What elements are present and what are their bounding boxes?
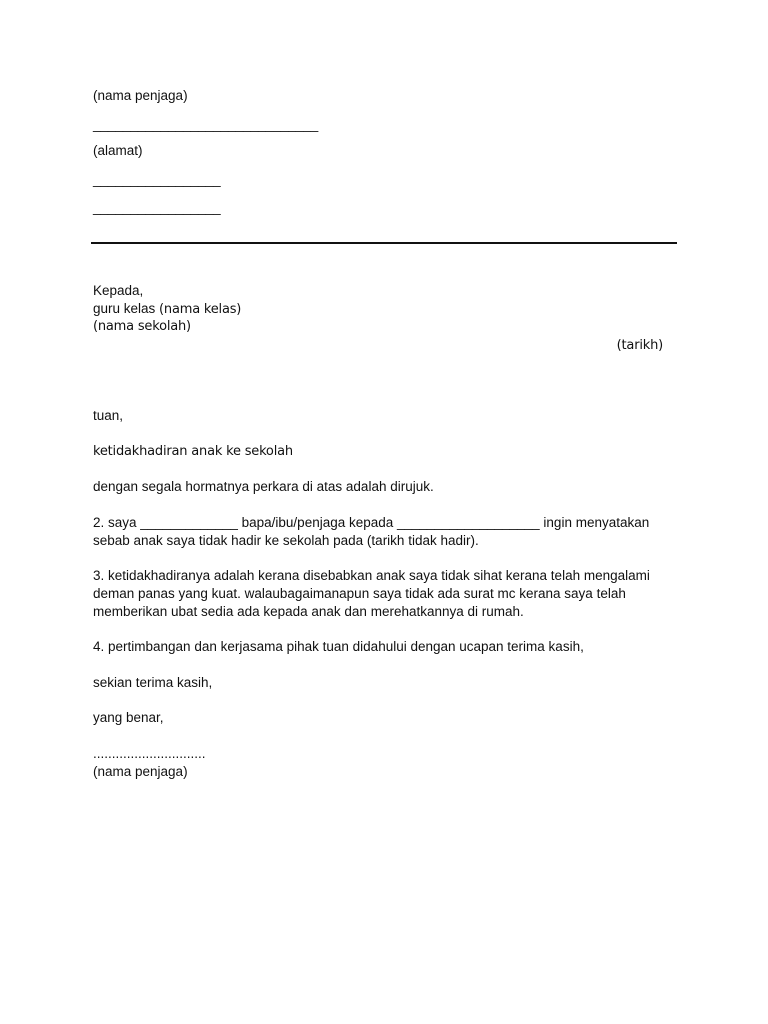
- header-divider: [91, 242, 677, 244]
- school-name: (nama sekolah): [93, 319, 191, 334]
- paragraph-2-line-2: sebab anak saya tidak hadir ke sekolah pada (tarikh tidak hadir).: [93, 533, 479, 548]
- guardian-name-blank-line: ______________________________: [93, 117, 319, 132]
- salutation: tuan,: [93, 408, 124, 423]
- recipient-teacher-line: [93, 300, 241, 319]
- teacher-prefix: guru kelas: [93, 301, 160, 316]
- recipient-to: Kepada,: [93, 283, 144, 298]
- paragraph-4: 4. pertimbangan dan kerjasama pihak tuan didahului dengan ucapan terima kasih,: [93, 639, 584, 654]
- signature-dots: ..............................: [93, 746, 206, 761]
- sign-off: yang benar,: [93, 710, 164, 725]
- guardian-name-label: (nama penjaga): [93, 88, 188, 103]
- address-label: (alamat): [93, 143, 143, 158]
- address-blank-line-2: _________________: [93, 200, 221, 215]
- letter-date: (tarikh): [616, 338, 663, 353]
- class-name: (nama kelas): [159, 302, 242, 317]
- paragraph-2-line-1: 2. saya _____________ bapa/ibu/penjaga kepada ___________________ ingin menyatakan: [93, 515, 650, 530]
- closing: sekian terima kasih,: [93, 675, 213, 690]
- letter-subject: ketidakhadiran anak ke sekolah: [93, 444, 293, 459]
- paragraph-1: dengan segala hormatnya perkara di atas adalah dirujuk.: [93, 479, 434, 494]
- address-blank-line-1: _________________: [93, 172, 221, 187]
- paragraph-3-line-3: memberikan ubat sedia ada kepada anak dan merehatkannya di rumah.: [93, 604, 524, 619]
- paragraph-3-line-1: 3. ketidakhadiranya adalah kerana disebabkan anak saya tidak sihat kerana telah mengalami: [93, 568, 650, 583]
- signature-name: (nama penjaga): [93, 764, 188, 779]
- paragraph-3-line-2: deman panas yang kuat. walaubagaimanapun saya tidak ada surat mc kerana saya telah: [93, 586, 626, 601]
